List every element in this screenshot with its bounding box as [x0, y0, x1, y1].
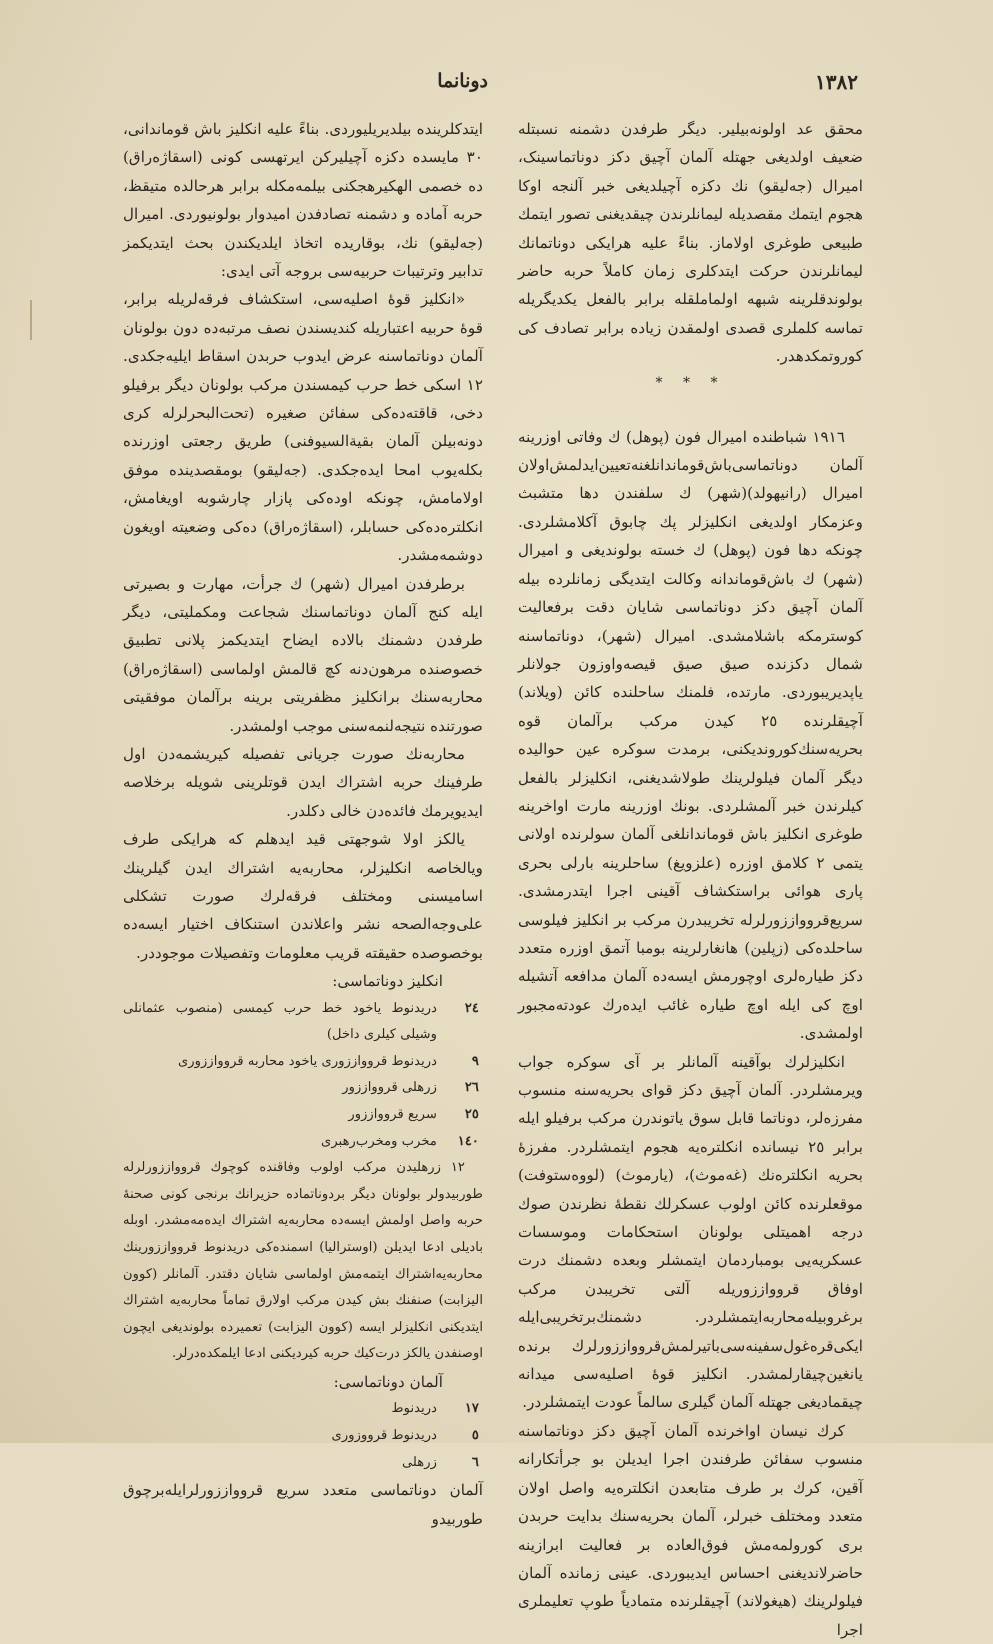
british-fleet-list — [123, 996, 483, 1368]
list-item-number: ٢٥ — [464, 1106, 479, 1122]
paragraph: ١٩١٦ شباطنده امیرال فون (پوهل) ك وفاتی اوزرینه آلمان دوناتماسی‌باش‌قوماندانلغنه‌تعیین‌ایدلمش‌اولان امیرال (رانیهولد)(شهر) ك سلفندن دها متشبث وعزمکار اولدیغی انکلیزلر پك چابوق آکلامشلردی. چونکه دها فون (پوهل) ك خسته بولوندیغی و امیرال (شهر) ك باش‌قوماندانه وکالت ایتدیگی زمانلرده بیله آلمان آچیق دکز دوناتماسی شایان دقت برفعالیت کوسترمکه باشلامشدی. امیرال (شهر)، دوناتماسنه شمال دکزنده صیق صیق قیصه‌واوزون جولانلر یاپدیریبوردی. مارتده، فلمنك ساحلنده کائن (ویلاند) آچیقلرنده ٢٥ کیدن مرکب برآلمان قوه بحریه‌سنك‌کوروندیکنی، برمدت سوکره عین حوالیده دیگر آلمان فیلولرینك طولاشدیغنی، انکلیزلر بالفعل کیلرندن خبر آلمشلردی. بونك اوزرینه مارت اواخرینه طوغری انکلیز باش قوماندانلغی آلمان سولرنده اولانی یتمی ٢ کلامق اوزره (علزویغ) ساحلرینه بارلی بحری پاری هوائی براستکشاف آقینی اجرا ایتدرمشدی. سریع‌قروواززورلرله تخریبدرن مرکب بر انکلیز فیلوسی ساحلده‌کی (زپلین) هانغارلرینه بومبا آتمق اوزره متعدد دکز طیاره‌لری اوچورمش ایسه‌ده آلمان مدافعه آتشیله اوچ کی ایله اوچ طیاره غائب ایده‌رك عودته‌مجبور اولمشدی. — [518, 427, 864, 1043]
list-item — [123, 1450, 483, 1477]
paragraph: آلمان دوناتماسی متعدد سریع قروواززورلرایله‌برچوق طوربیدو — [123, 1481, 483, 1528]
list-item-text: دریدنوط قرووزوری — [331, 1427, 437, 1443]
list-item-text: مخرب ومخرب‌رهبری — [321, 1133, 437, 1149]
german-fleet-list — [123, 1396, 483, 1476]
right-column — [518, 115, 863, 1644]
paragraph: ایتدکلرینده بیلدیریلیوردی. بناءً علیه انکلیز باش قوماندانی، ٣٠ مایسده دکزه آچیلیرکن ایرتهسی کونی (اسقاژه‌راق) ده خصمی الهکیرهجکنی بیلمه‌مکله برابر هرحالده متیقظ، حربه آماده و دشمنه تصادفدن امیدوار بولونیوردی. امیرال (جه‌لیقو) نك، بوقاریده اتخاذ ایلدیکندن بحث ایتدیکمز تدابیر وترتیبات حربیه‌سی بروجه آتی ایدی: — [123, 120, 483, 281]
paragraph: یالکز اولا شوجهتی قید ایدهلم که هرایکی طرف ویالخاصه انکلیزلر، محاربه‌یه اشتراك ایدن گیلرینك اسامیسنی ومختلف فرقه‌لرك صورت تشکلی علی‌وجه‌الصحه نشر واعلاندن استنکاف اختیار ایسه‌ده بوخصوصده حقیقته قریب معلومات وتفصیلات موجوددر. — [123, 830, 483, 962]
paragraph: برطرفدن امیرال (شهر) ك جرأت، مهارت و بصیرتی ایله کنج آلمان دوناتماسنك شجاعت ومکملیتی، دیگر طرفدن دشمنك بالاده ایضاح ایتدیکمز پلانی تطبیق خصوصنده مرهون‌دنه کچ قالمش اولماسی (اسقاژه‌راق) محاربه‌سنك برانکلیز مظفریتی برینه برآلمان موفقیتی صورتنده نتیجه‌لنمه‌سنی موجب اولمشدر. — [123, 574, 483, 735]
running-head: دونانما — [437, 70, 488, 92]
left-column — [123, 115, 483, 1533]
german-fleet-heading: آلمان دوناتماسی: — [333, 1372, 443, 1391]
list-item — [123, 996, 483, 1049]
paragraph: محاربه‌نك صورت جریانی تفصیله کیریشمه‌دن اول طرفینك حربه اشتراك ایدن قوتلرینی شویله برخلاصه ایدیویرمك فائده‌دن خالی دکلدر. — [123, 744, 483, 820]
british-fleet-heading: انکلیز دوناتماسی: — [332, 972, 443, 991]
page-header — [0, 70, 993, 100]
list-item-number: ٢٤ — [464, 1000, 479, 1016]
list-item — [123, 1423, 483, 1450]
list-item-text: دریدنوط قروواززوری یاخود محاربه قروواززوری — [177, 1053, 437, 1069]
list-item-number: ١٤٠ — [457, 1133, 479, 1149]
list-item-text: سریع قروواززور — [348, 1106, 437, 1122]
list-item-number: ٥ — [471, 1427, 479, 1443]
list-item-text: زرهلی — [401, 1454, 437, 1470]
margin-mark — [30, 300, 32, 340]
paragraph: محقق عد اولونه‌بیلیر. دیگر طرفدن دشمنه نسبتله ضعیف اولدیغی جهتله آلمان آچیق دکز دوناتماسینک، امیرال (جه‌لیقو) نك دکزه آچیلدیغی خبر آلنجه اوکا هجوم ایتمك مقصدیله لیمانلرندن چیقدیغنی تصور ایتمك طبیعی طوغری اولاماز. بناءً علیه هرایکی دوناتمانك لیمانلرندن حرکت ایتدکلری زمان کاملاً حربه حاضر بولوندقلرینه شبهه اولماملقله برابر بالفعل یکدیگریله تماسه کلملری قصدی اولمقدن زیاده برابر تصادف کی کوروتمکدهدر. — [518, 120, 863, 366]
paragraph: «انکلیز قوهٔ اصلیه‌سی، استکشاف فرقه‌لریله برابر، قوهٔ حربیه اعتباریله کندیسندن نصف مرتبه‌ده دون بولونان آلمان دوناتماسنه عرض ایدوب حربدن اسقاط ایلیه‌جکدی. ١٢ اسکی خط حرب کیمسندن مرکب بولونان دیگر برفیلو دخی، قاقته‌ده‌کی سفائن صغیره (تحت‌البحرلرله کری دونه‌بیلن آلمان بقیة‌السیوفنی) طریق رجعتی اوزرنده بکله‌یوب امحا ایده‌جکدی. (جه‌لیقو) بومقصدینده موفق اولامامش، چونکه اوده‌کی پازار چارشوبه اویغامش، انکلتره‌ده‌کی حسابلر، (اسقاژه‌راق) ده‌کی وضعیته اویغون دوشمه‌مشدر. — [123, 290, 483, 565]
list-item — [123, 1129, 483, 1156]
list-item — [123, 1049, 483, 1076]
list-item-text: دریدنوط یاخود خط حرب کیمسی (منصوب عثمانلی وشیلی کیلری داخل) — [123, 1000, 437, 1043]
list-item-number: ٢٦ — [464, 1080, 479, 1096]
paragraph: کرك نیسان اواخرنده آلمان آچیق دکز دوناتماسنه منسوب سفائن طرفندن اجرا ایدیلن بو جرأتکارانه آقین، کرك بر طرف متابعدن انکلتره‌یه واصل اولان متعدد ومختلف خبرلر، آلمان بحریه‌سنك بدایت حربدن بری کورولمه‌مش فوق‌العاده بر فعالیت ابرازینه حاضرلاندیغنی احساس ایدیبوردی. عینی زمانده آلمان فیلولرینك (هیغولاند) آچیقلرنده متمادیاً طوپ تعلیملری اجرا — [518, 1421, 863, 1639]
list-item-text: زرهلی قروواززور — [342, 1080, 437, 1096]
section-separator: * * * — [655, 374, 726, 391]
paragraph: انکلیزلرك بوآقینه آلمانلر بر آی سوکره جواب ویرمشلردر. آلمان آچیق دکز قوای بحریه‌سنه منسوب مفرزه‌لر، دوناتما قابل سوق یاتوندرن مرکب برفیلو ایله برابر ٢٥ نیسانده انکلتره‌یه هجوم ایتمشلردر. مفرزهٔ بحریه انکلتره‌نك (غه‌موث)، (یارموث) (لووه‌ستوفت) موقعلرنده کائن اولوب عسکرلك نقطهٔ نظرندن صوك درجه اهمیتلی بولونان استحکامات وموسسات عسکریه‌یی بومباردمان ایتمشلر وبعده دشمنك درت اوفاق قروواززوریله آلتی تخریبدن مرکب برغرو‌بیله‌محاربه‌ایتمشلردر. دشمنك‌برتخریبی‌ایله ایکی‌قره‌غول‌سفینه‌سی‌باتیرلمش‌قروواززورلرك برنده‌ یانغین‌چیقارلمشدر. انکلیز قوهٔ اصلیه‌سی میدانه چیقمادیغی جهتله آلمان گیلری سالماً عودت ایتمشلردر. — [518, 1052, 863, 1412]
list-item — [123, 1396, 483, 1423]
list-item — [123, 1075, 483, 1102]
list-item-number: ١٧ — [464, 1401, 479, 1417]
list-item — [123, 1102, 483, 1129]
list-item-number: ٩ — [471, 1053, 479, 1069]
page-number: ١٣٨٢ — [815, 70, 858, 94]
list-item-number: ٦ — [471, 1454, 479, 1470]
footnote-paragraph: ١٢ زرهلیدن مرکب اولوب وفاقنده کوچوك قروواززورلرله طوربیدولر بولونان دیگر بردوناتماده حزیرانك برنجی کونی صحنهٔ حربه واصل اولمش ایسه‌ده محاربه‌یه اشتراك ایده‌مه‌مشدر. اوبله بادیلی ادعا ایدیلن (اوستراليا) اسمنده‌کی دریدنوط قروواززورینك محاربه‌یه‌اشتراك ایتمه‌مش اولماسی شایان دقتدر. آلمانلر (کوون الیزابت) صنفنك بش کیدن مرکب اولارق تماماً محاربه‌یه اشتراك ایتدیکنی انکلیزلر ایسه (کوون الیزابت) تعمیرده بولوندیغی ایچون اوصنفدن یالکز درت‌کیك حربه کیردیکنی ادعا ایلمکده‌درلر. — [123, 1160, 483, 1362]
list-item-text: دریدنوط — [391, 1401, 437, 1417]
